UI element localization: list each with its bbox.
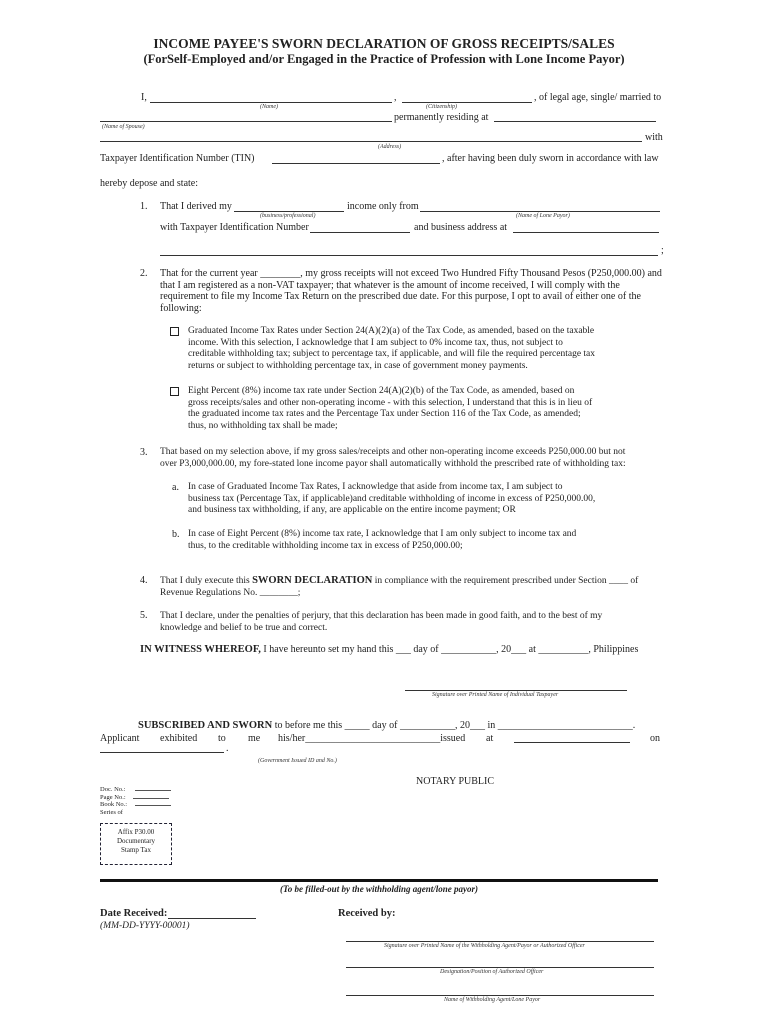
item5-number: 5. bbox=[140, 610, 148, 621]
id-issued-line: his/her___________________________issued bbox=[278, 733, 466, 744]
with-text: with bbox=[645, 132, 663, 143]
citizenship-caption: (Citizenship) bbox=[426, 104, 457, 110]
address-field[interactable] bbox=[100, 141, 642, 142]
documentary-stamp-box: Affix P30.00 Documentary Stamp Tax bbox=[100, 823, 172, 865]
agent-signature-caption: Signature over Printed Name of the Withholding Agent/Payor or Authorized Officer bbox=[384, 943, 585, 949]
subscribed-text: SUBSCRIBED AND SWORN to before me this _____ day of ___________, 20___ in ___________________________. bbox=[138, 720, 636, 731]
business-field[interactable] bbox=[234, 211, 344, 212]
item3b-label: b. bbox=[172, 529, 180, 540]
legal-age-text: , of legal age, single/ married to bbox=[534, 92, 662, 103]
i-label: I, bbox=[141, 92, 147, 103]
item3b-text: In case of Eight Percent (8%) income tax rate, I acknowledge that I am only subject to income tax and thus, to the creditable withholding income tax in excess of P250,000.00; bbox=[188, 529, 577, 551]
notary-public-label: NOTARY PUBLIC bbox=[416, 776, 495, 787]
item1-derived: That I derived my bbox=[160, 201, 232, 212]
agent-signature-line[interactable] bbox=[346, 941, 654, 942]
tin-field[interactable] bbox=[272, 163, 440, 164]
date-received-field[interactable] bbox=[168, 918, 256, 919]
taxpayer-signature-line[interactable] bbox=[405, 690, 627, 691]
address-caption: (Address) bbox=[378, 144, 402, 150]
sworn-text: , after having been duly sworn in accordance with law bbox=[442, 153, 659, 164]
item5-text: That I declare, under the penalties of perjury, that this declaration has been made in good faith, and to the best of my knowledge and belief to be true and correct. bbox=[160, 611, 603, 633]
spouse-field[interactable] bbox=[100, 121, 392, 122]
date-received-label: Date Received: bbox=[100, 908, 168, 919]
item4-text: That I duly execute this SWORN DECLARATION in compliance with the requirement prescribed under Section ____ of bbox=[160, 575, 639, 586]
issued-place-field[interactable] bbox=[514, 742, 630, 743]
item4-line2: Revenue Regulations No. ________; bbox=[160, 588, 301, 598]
spouse-caption: (Name of Spouse) bbox=[102, 124, 145, 130]
item1-tin-line: with Taxpayer Identification Number bbox=[160, 222, 309, 233]
agent-section-header: (To be filled-out by the withholding agent/lone payor) bbox=[280, 884, 478, 894]
payor-caption: (Name of Lone Payor) bbox=[516, 213, 570, 219]
tin-label: Taxpayer Identification Number (TIN) bbox=[100, 153, 255, 164]
payor-field[interactable] bbox=[420, 211, 660, 212]
item1-income-from: income only from bbox=[347, 201, 419, 212]
option-graduated: Graduated Income Tax Rates under Section 24(A)(2)(a) of the Tax Code, as amended, based on the taxable income. With this selection, I acknowledge that I am subject to 0% income tax, thus, not subject to creditable withholding tax; subject to percentage tax, if applicable, and will file the required percentage tax returns or subject to withholding percentage tax, in case of government money payments. bbox=[188, 326, 596, 371]
business-address-field-2[interactable] bbox=[160, 255, 658, 256]
designation-caption: Designation/Position of Authorized Officer bbox=[440, 969, 544, 975]
item2-text: That for the current year ________, my gross receipts will not exceed Two Hundred Fifty Thousand Pesos (P250,000.00) and that I am registered as a non-VAT taxpayer; that whatever is the amount of income received, I will comply with the requirement to file my Income Tax Return on the prescribed due date. For this purpose, I opt to avail of either one of the following: bbox=[160, 268, 662, 314]
citizenship-field[interactable] bbox=[402, 102, 532, 103]
form-subtitle: (ForSelf-Employed and/or Engaged in the Practice of Profession with Lone Income Payor) bbox=[143, 52, 625, 66]
item2-number: 2. bbox=[140, 268, 148, 279]
eight-percent-checkbox[interactable] bbox=[170, 387, 179, 396]
item3-number: 3. bbox=[140, 447, 148, 458]
agent-name-caption: Name of Withholding Agent/Lone Payor bbox=[444, 997, 541, 1003]
item3-text: That based on my selection above, if my gross sales/receipts and other non-operating income exceeds P250,000.00 but not over P3,000,000.00, my fore-stated lone income payor shall automatically withhold the prescribed rate of withholding tax: bbox=[160, 447, 626, 469]
name-field[interactable] bbox=[150, 102, 392, 103]
business-caption: (business/professional) bbox=[260, 213, 316, 219]
doc-info-block: Doc. No.: Page No.: Book No.: Series of bbox=[100, 786, 171, 816]
gov-id-caption: (Government Issued ID and No.) bbox=[258, 758, 337, 764]
witness-text: IN WITNESS WHEREOF, I have hereunto set my hand this ___ day of ___________, 20___ at __________, Philippines bbox=[140, 644, 639, 655]
business-address-field[interactable] bbox=[513, 232, 659, 233]
section-divider bbox=[100, 879, 658, 882]
name-caption: (Name) bbox=[260, 104, 278, 110]
agent-name-line[interactable] bbox=[346, 995, 654, 996]
item4-number: 4. bbox=[140, 575, 148, 586]
depose-text: hereby depose and state: bbox=[100, 178, 199, 189]
taxpayer-signature-caption: Signature over Printed Name of Individual Taxpayer bbox=[432, 692, 559, 698]
payor-tin-field[interactable] bbox=[310, 232, 410, 233]
date-format-hint: (MM-DD-YYYY-00001) bbox=[100, 921, 190, 931]
permanently-text: permanently residing at bbox=[394, 112, 489, 123]
issued-date-field[interactable] bbox=[100, 752, 224, 753]
form-title: INCOME PAYEE'S SWORN DECLARATION OF GROSS RECEIPTS/SALES bbox=[153, 36, 615, 51]
designation-line[interactable] bbox=[346, 967, 654, 968]
item1-bus-addr: and business address at bbox=[414, 222, 508, 233]
residence-field[interactable] bbox=[494, 121, 656, 122]
graduated-rate-checkbox[interactable] bbox=[170, 327, 179, 336]
item1-number: 1. bbox=[140, 201, 148, 212]
received-by-label: Received by: bbox=[338, 908, 396, 919]
option-eight-percent: Eight Percent (8%) income tax rate under Section 24(A)(2)(b) of the Tax Code, as amended, based on gross receipts/sales and other non-operating income - with this selection, I understand that this is in lieu of the graduated income tax rates and the Percentage Tax under Section 116 of the Tax Code, as amended; thus, no withholding tax shall be made; bbox=[188, 386, 593, 431]
item3a-text: In case of Graduated Income Tax Rates, I acknowledge that aside from income tax, I am subject to business tax (Percentage Tax, if applicable)and creditable withholding of income in excess of P250,000.00, and business tax withholding, if any, are applicable on the entire income payment; OR bbox=[188, 482, 596, 515]
item3a-label: a. bbox=[172, 482, 179, 493]
